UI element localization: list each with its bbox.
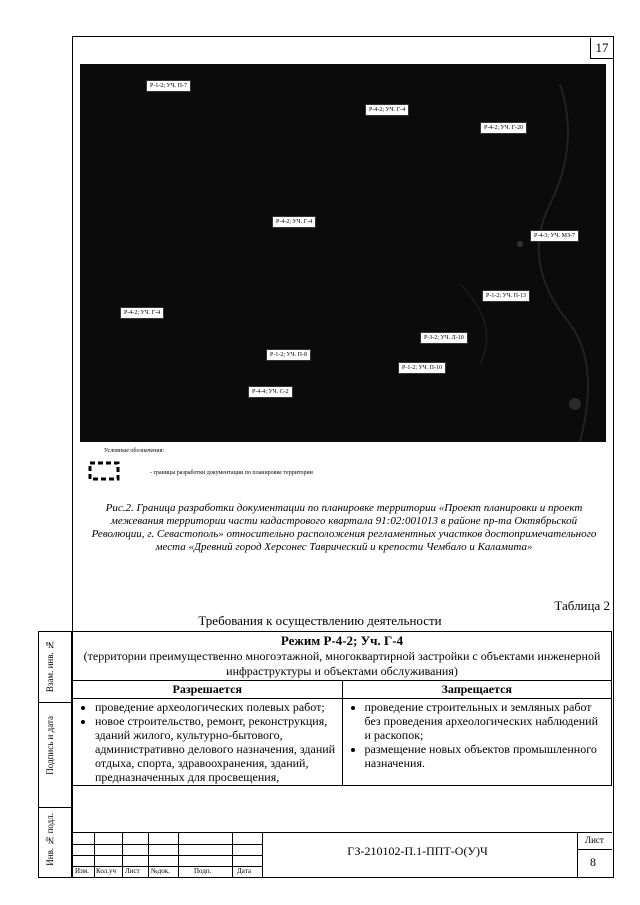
stamp-col <box>577 833 578 877</box>
stamp-col-label: Кол.уч <box>96 867 116 875</box>
side-cell <box>39 632 71 703</box>
legend-title: Условные обозначения: <box>104 448 165 454</box>
sheet-number: 8 <box>590 855 596 869</box>
zone-label: Р-1-2; УЧ. П-13 <box>482 290 530 302</box>
side-stamp <box>38 631 72 878</box>
side-label: Подпись и дата <box>45 716 55 775</box>
requirements-table <box>72 631 612 786</box>
zone-label: Р-1-2; УЧ. П-7 <box>146 80 191 92</box>
allowed-item: • проведение археологических полевых работ; <box>95 700 338 714</box>
stamp-col-label: Дата <box>237 867 251 875</box>
document-code: ГЗ-210102-П.1-ППТ-О(У)Ч <box>347 844 488 858</box>
sheet-label: Лист <box>585 835 604 845</box>
allowed-item: • новое строительство, ремонт, реконструкция, зданий жилого, культурно-бытового, административно делового назначения, зданий отдыха, спорта, здравоохранения, зданий, предназначенных для просвещения, <box>95 714 338 784</box>
figure-caption: Рис.2. Граница разработки документации по планировке территории «Проект планировки и проект межевания территории части кадастрового квартала 91:02:001013 в районе пр-та Октябрьской Революции, г. Севастополь» относительно расположения регламентных участков достопримечательного места «Древний город Херсонес Таврический и крепости Чембало и Каламита» <box>91 502 597 553</box>
side-cell <box>39 702 71 808</box>
forbidden-item: • размещение новых объектов промышленного назначения. <box>365 742 608 770</box>
side-label: Инв. № подл. <box>45 813 55 866</box>
stamp-col-label: Лист <box>125 867 140 875</box>
zone-label: Р-4-3; УЧ. МЗ-7 <box>530 230 579 242</box>
page-number: 17 <box>590 38 613 59</box>
zone-label: Р-4-2; УЧ. Г-4 <box>272 216 316 228</box>
allowed-header: Разрешается <box>73 681 343 699</box>
regime-header <box>73 632 612 681</box>
zone-label: Р-4-2; УЧ. Г-4 <box>120 307 164 319</box>
stamp-line <box>577 849 612 850</box>
zone-label: Р-1-2; УЧ. П-10 <box>398 362 446 374</box>
forbidden-cell <box>342 699 612 786</box>
forbidden-header: Запрещается <box>342 681 612 699</box>
boundary-legend-icon <box>88 461 120 481</box>
zone-label: Р-4-2; УЧ. Г-20 <box>480 122 527 134</box>
stamp-col-label: №док. <box>151 867 170 875</box>
stamp-col-label: Подп. <box>194 867 212 875</box>
forbidden-item: • проведение строительных и земляных работ без проведения археологических наблюдений и раскопок; <box>365 700 608 742</box>
map-dark-features <box>80 64 606 442</box>
map-image <box>80 64 606 442</box>
regime-description: (территории преимущественно многоэтажной, многоквартирной застройки с объектами инженерной инфраструктуры и объектами обслуживания) <box>83 649 601 678</box>
table-number: Таблица 2 <box>554 598 610 613</box>
zone-label: Р-1-2; УЧ. П-8 <box>266 349 311 361</box>
zone-label: Р-4-2; УЧ. Г-4 <box>365 104 409 116</box>
side-cell <box>39 807 71 876</box>
table-title: Требования к осуществлению деятельности <box>198 613 442 628</box>
zone-label: Р-4-4; УЧ. С-2 <box>248 386 293 398</box>
regime-title: Режим Р-4-2; Уч. Г-4 <box>280 633 404 648</box>
allowed-cell <box>73 699 343 786</box>
zone-label: Р-3-2; УЧ. Л-10 <box>420 332 468 344</box>
legend-item: - границы разработки документации по планировке территории <box>150 470 313 476</box>
side-label: Взам. инв. № <box>45 640 55 693</box>
stamp-col-label: Изм. <box>75 867 89 875</box>
